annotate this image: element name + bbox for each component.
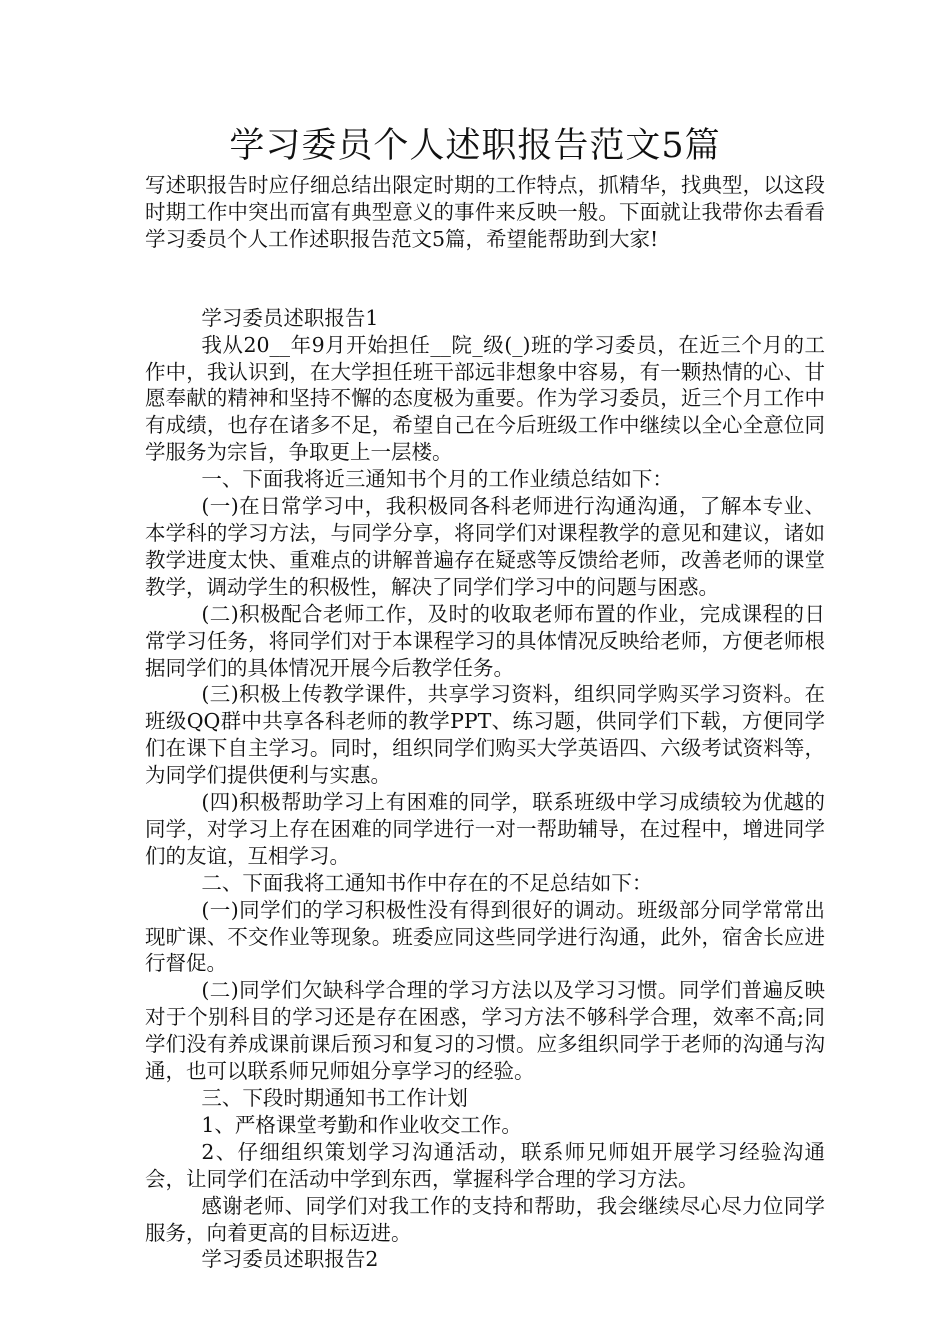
subsection-heading-plan: 三、下段时期通知书工作计划 xyxy=(201,1086,468,1110)
closing-paragraph: 感谢老师、同学们对我工作的支持和帮助，我会继续尽心尽力位同学服务，向着更高的目标迈进。 xyxy=(145,1193,825,1245)
section-spacer xyxy=(145,253,825,305)
document-title: 学习委员个人述职报告范文5篇 xyxy=(229,126,721,166)
body-paragraph: (四)积极帮助学习上有困难的同学，联系班级中学习成绩较为优越的同学，对学习上存在困难的同学进行一对一帮助辅导，在过程中，增进同学们的友谊，互相学习。 xyxy=(145,790,825,868)
plan-item: 1、严格课堂考勤和作业收交工作。 xyxy=(201,1112,522,1137)
document-body xyxy=(145,172,825,1273)
plan-item: 2、仔细组织策划学习沟通活动，联系师兄师姐开展学习经验沟通会，让同学们在活动中学到东西，掌握科学合理的学习方法。 xyxy=(145,1139,825,1191)
section-heading-report-1: 学习委员述职报告1 xyxy=(201,305,379,330)
body-paragraph: (二)同学们欠缺科学合理的学习方法以及学习习惯。同学们普遍反映对于个别科目的学习还是存在困惑，学习方法不够科学合理，效率不高;同学们没有养成课前课后预习和复习的习惯。应多组织同学于老师的沟通与沟通，也可以联系师兄师姐分享学习的经验。 xyxy=(145,978,825,1084)
section-heading-report-2: 学习委员述职报告2 xyxy=(201,1247,379,1272)
intro-paragraph: 写述职报告时应仔细总结出限定时期的工作特点，抓精华，找典型，以这段时期工作中突出而富有典型意义的事件来反映一般。下面就让我带你去看看学习委员个人工作述职报告范文5篇，希望能帮助到大家! xyxy=(145,173,825,251)
body-paragraph: (二)积极配合老师工作，及时的收取老师布置的作业，完成课程的日常学习任务，将同学们对于本课程学习的具体情况反映给老师，方便老师根据同学们的具体情况开展今后教学任务。 xyxy=(145,601,825,680)
body-paragraph: (一)在日常学习中，我积极同各科老师进行沟通沟通，了解本专业、本学科的学习方法，与同学分享，将同学们对课程教学的意见和建议，诸如教学进度太快、重难点的讲解普遍存在疑惑等反馈给老师，改善老师的课堂教学，调动学生的积极性，解决了同学们学习中的问题与困惑。 xyxy=(145,494,825,599)
subsection-heading-achievements: 一、下面我将近三通知书个月的工作业绩总结如下： xyxy=(201,467,673,492)
body-paragraph: (三)积极上传教学课件，共享学习资料，组织同学购买学习资料。在班级QQ群中共享各科老师的教学PPT、练习题，供同学们下载，方便同学们在课下自主学习。同时，组织同学们购买大学英语四、六级考试资料等，为同学们提供便利与实惠。 xyxy=(145,682,825,788)
body-paragraph: (一)同学们的学习积极性没有得到很好的调动。班级部分同学常常出现旷课、不交作业等现象。班委应同这些同学进行沟通，此外，宿舍长应进行督促。 xyxy=(145,897,825,976)
body-paragraph: 我从20__年9月开始担任__院_级(_)班的学习委员，在近三个月的工作中，我认识到，在大学担任班干部远非想象中容易，有一颗热情的心、甘愿奉献的精神和坚持不懈的态度极为重要。作为学习委员，近三个月工作中有成绩，也存在诸多不足，希望自己在今后班级工作中继续以全心全意位同学服务为宗旨，争取更上一层楼。 xyxy=(145,332,825,465)
subsection-heading-shortcomings: 二、下面我将工通知书作中存在的不足总结如下： xyxy=(201,870,653,895)
